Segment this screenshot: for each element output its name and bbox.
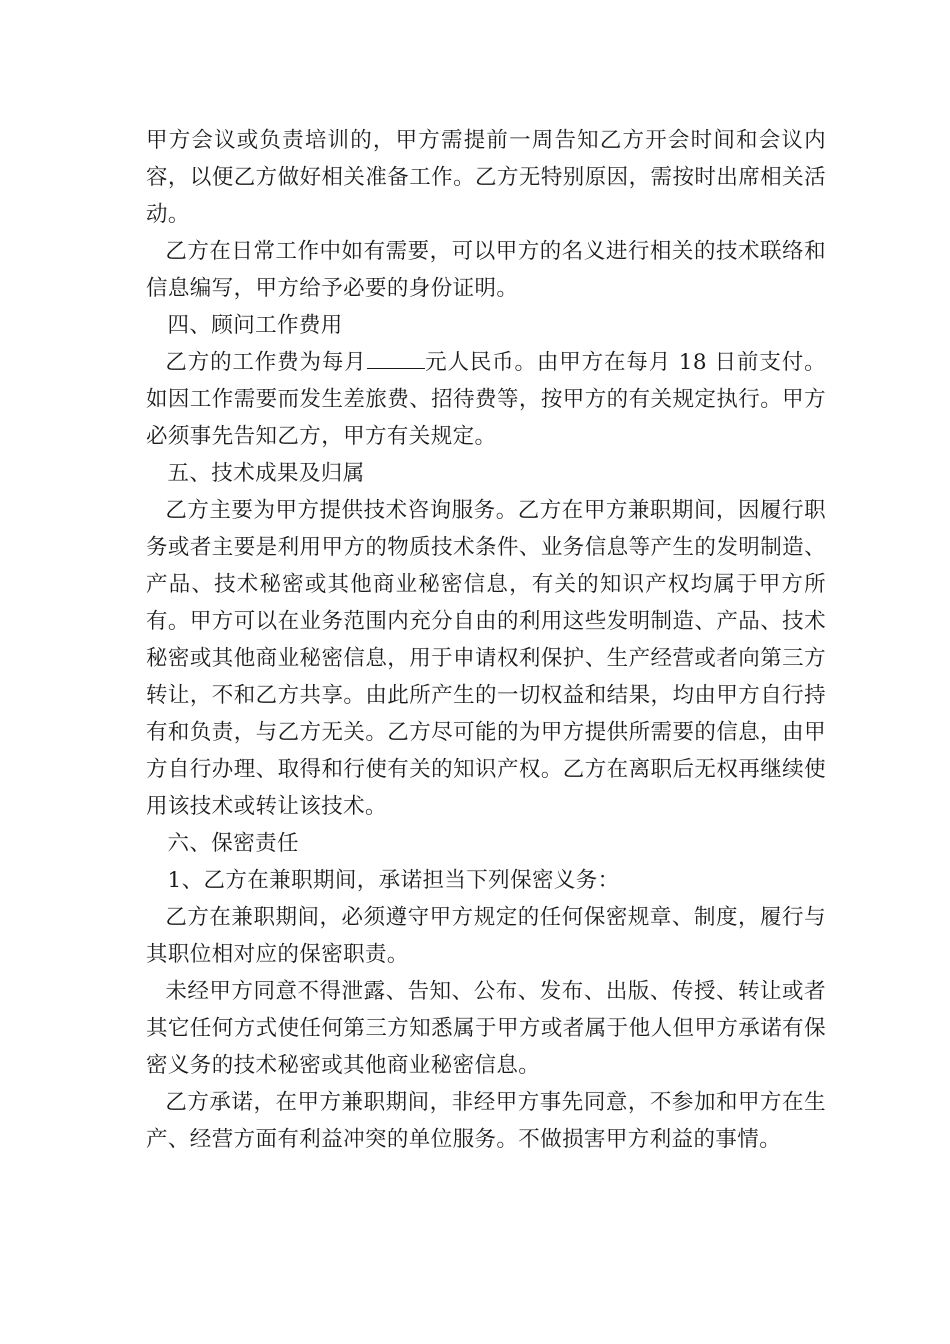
fee-amount-blank — [367, 346, 425, 369]
subheading-confidentiality-duties: 1、乙方在兼职期间，承诺担当下列保密义务： — [167, 868, 620, 893]
paragraph-ownership: 乙方主要为甲方提供技术咨询服务。乙方在甲方兼职期间，因履行职务或者主要是利用甲方的物质技术条件、业务信息等产生的发明制造、产品、技术秘密或其他商业秘密信息，有关的知识产权均属于甲方所有。甲方可以在业务范围内充分自由的利用这些发明制造、产品、技术秘密或其他商业秘密信息，用于申请权利保护、生产经营或者向第三方转让，不和乙方共享。由此所产生的一切权益和结果，均由甲方自行持有和负责，与乙方无关。乙方尽可能的为甲方提供所需要的信息，由甲方自行办理、取得和行使有关的知识产权。乙方在离职后无权再继续使用该技术或转让该技术。 — [146, 498, 826, 819]
paragraph-meeting: 甲方会议或负责培训的，甲方需提前一周告知乙方开会时间和会议内容，以便乙方做好相关准备工作。乙方无特别原因，需按时出席相关活动。 — [146, 128, 826, 227]
section-heading-confidentiality: 六、保密责任 — [167, 831, 299, 856]
section-heading-fees: 四、顾问工作费用 — [167, 313, 343, 338]
paragraph-no-conflict: 乙方承诺，在甲方兼职期间，非经甲方事先同意，不参加和甲方在生产、经营方面有利益冲突的单位服务。不做损害甲方利益的事情。 — [146, 1090, 826, 1152]
paragraph-no-disclosure: 未经甲方同意不得泄露、告知、公布、发布、出版、传授、转让或者其它任何方式使任何第三方知悉属于甲方或者属于他人但甲方承诺有保密义务的技术秘密或其他商业秘密信息。 — [146, 979, 826, 1078]
document-body — [146, 122, 826, 1158]
paragraph-liaison: 乙方在日常工作中如有需要，可以甲方的名义进行相关的技术联络和信息编写，甲方给予必要的身份证明。 — [146, 239, 826, 301]
section-heading-ownership: 五、技术成果及归属 — [167, 461, 365, 486]
fees-text-before: 乙方的工作费为每月 — [165, 350, 367, 375]
fees-text-after: 元人民币。由甲方在每月 18 日前支付。如因工作需要而发生差旅费、招待费等，按甲方的有关规定执行。甲方必须事先告知乙方，甲方有关规定。 — [146, 350, 826, 449]
paragraph-comply-rules: 乙方在兼职期间，必须遵守甲方规定的任何保密规章、制度，履行与其职位相对应的保密职责。 — [146, 905, 826, 967]
paragraph-fees — [146, 344, 826, 455]
